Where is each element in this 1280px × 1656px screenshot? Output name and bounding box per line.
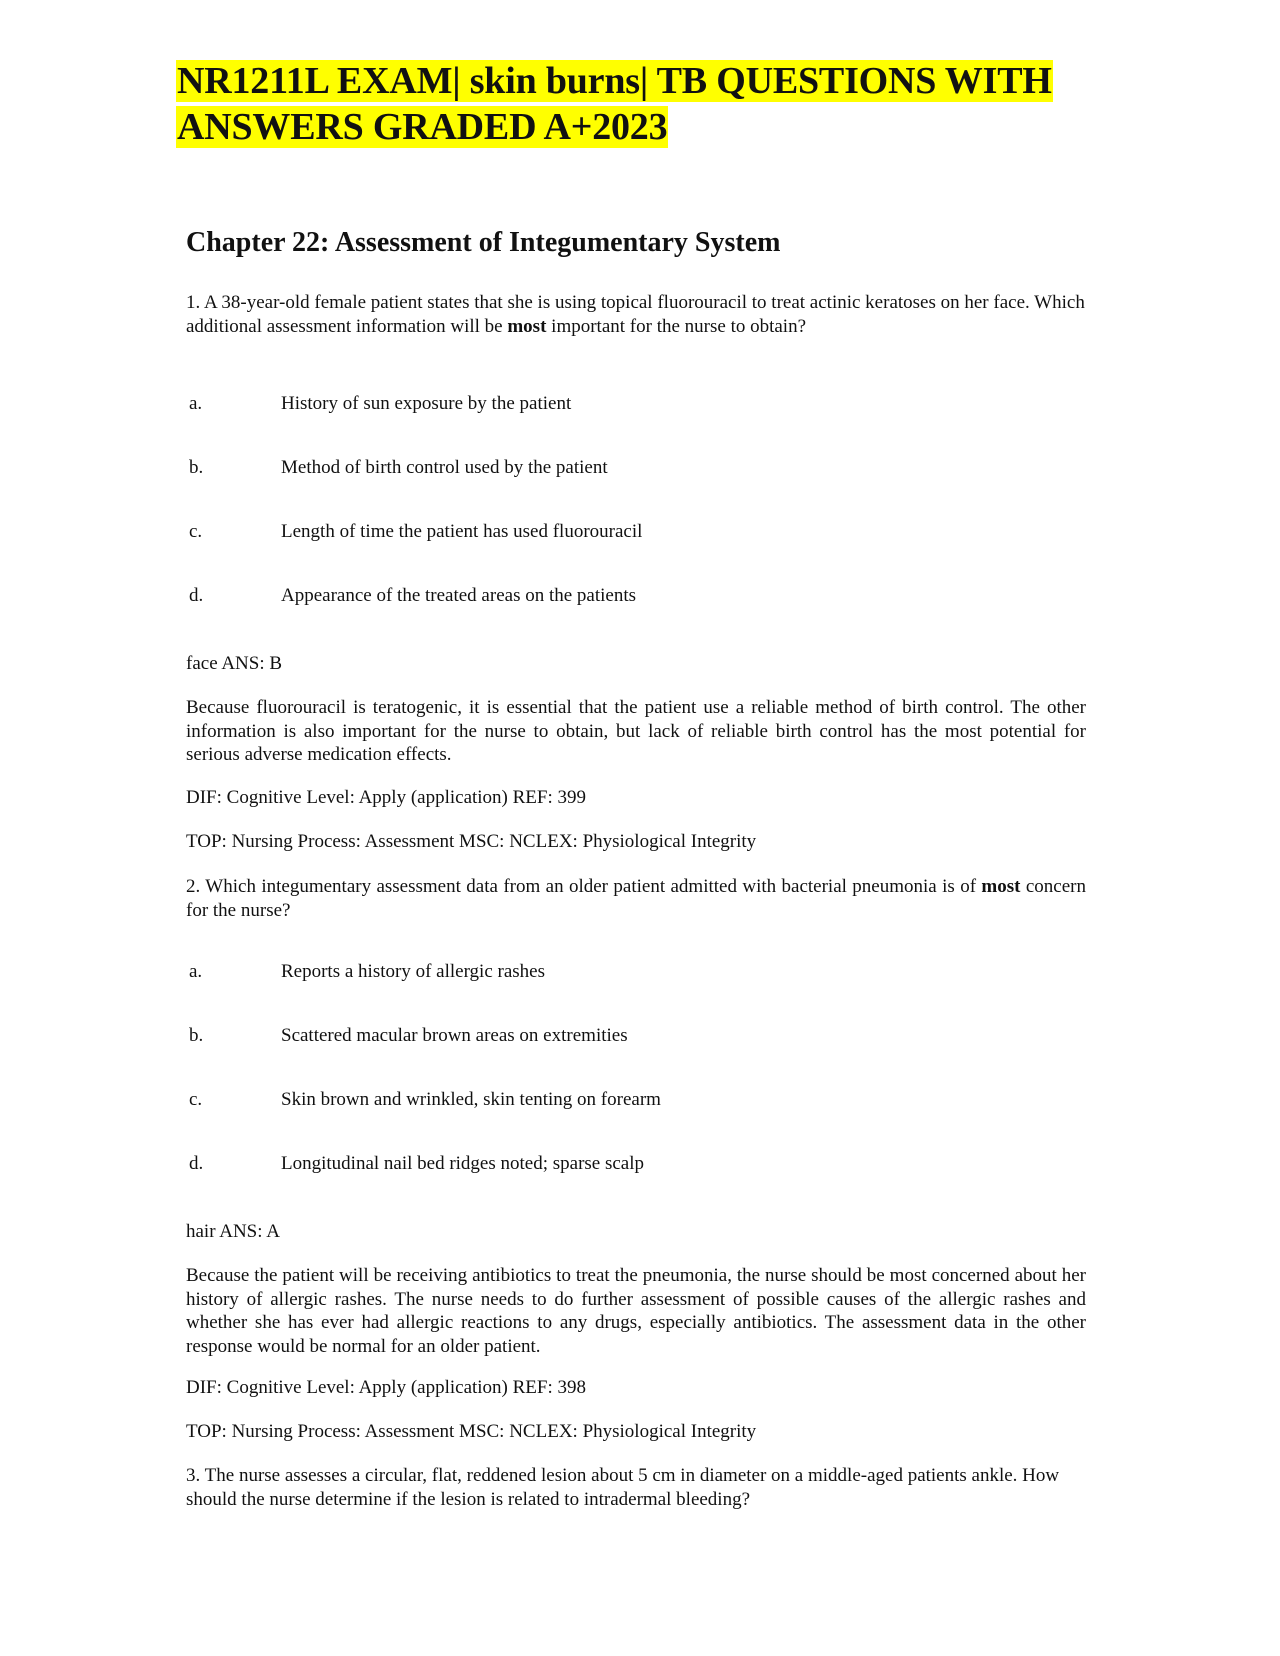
question-1-option-d: Appearance of the treated areas on the patients	[281, 585, 637, 606]
question-2-option-c-letter: c.	[189, 1089, 203, 1110]
question-1-option-d-letter: d.	[189, 585, 204, 606]
question-1-option-c: Length of time the patient has used fluorouracil	[281, 521, 643, 542]
question-2-stem	[186, 875, 1086, 922]
question-1-option-a: History of sun exposure by the patient	[281, 393, 572, 414]
question-2-option-a: Reports a history of allergic rashes	[281, 961, 545, 982]
question-2-option-c: Skin brown and wrinkled, skin tenting on forearm	[281, 1089, 661, 1110]
question-2-option-b: Scattered macular brown areas on extremities	[281, 1025, 628, 1046]
question-2-rationale: Because the patient will be receiving antibiotics to treat the pneumonia, the nurse should be most concerned about her history of allergic rashes. The nurse needs to do further assessment of possible causes of the allergic rashes and whether she has ever had allergic reactions to any drugs, especially antibiotics. The assessment data in the other response would be normal for an older patient.	[186, 1265, 1086, 1357]
question-2-topic: TOP: Nursing Process: Assessment MSC: NCLEX: Physiological Integrity	[186, 1421, 757, 1442]
question-1-stem	[186, 291, 1086, 338]
question-1-difficulty: DIF: Cognitive Level: Apply (application) REF: 399	[186, 787, 587, 808]
question-1-rationale: Because fluorouracil is teratogenic, it is essential that the patient use a reliable method of birth control. The other information is also important for the nurse to obtain, but lack of reliable birth control has the most potential for serious adverse medication effects.	[186, 697, 1086, 765]
question-1-stem-start: 1. A 38-year-old female patient states that she is using topical fluorouracil to treat actinic keratoses on her face. Which additional assessment information will be	[186, 292, 1085, 337]
question-1-answer: face ANS: B	[186, 653, 283, 674]
question-3-stem: 3. The nurse assesses a circular, flat, reddened lesion about 5 cm in diameter on a middle-aged patients ankle. How should the nurse determine if the lesion is related to intradermal bleeding?	[186, 1465, 1060, 1510]
question-1-topic: TOP: Nursing Process: Assessment MSC: NCLEX: Physiological Integrity	[186, 831, 757, 852]
question-2-option-d: Longitudinal nail bed ridges noted; sparse scalp	[281, 1153, 645, 1174]
question-1-stem-end: important for the nurse to obtain?	[546, 315, 807, 337]
question-2-stem-start: 2. Which integumentary assessment data from an older patient admitted with bacterial pneumonia is of	[186, 876, 982, 897]
question-2-answer: hair ANS: A	[186, 1221, 280, 1242]
chapter-heading: Chapter 22: Assessment of Integumentary System	[186, 227, 781, 258]
question-2-option-a-letter: a.	[189, 961, 203, 982]
question-1-option-b-letter: b.	[189, 457, 204, 478]
question-2-difficulty: DIF: Cognitive Level: Apply (application) REF: 398	[186, 1377, 587, 1398]
question-1-option-b: Method of birth control used by the patient	[281, 457, 608, 478]
question-2-option-d-letter: d.	[189, 1153, 204, 1174]
question-1-emphasis: most	[507, 315, 547, 337]
question-1-option-a-letter: a.	[189, 393, 203, 414]
question-2-emphasis: most	[981, 876, 1021, 897]
title-line-1: NR1211L EXAM| skin burns| TB QUESTIONS WITH	[177, 60, 1052, 102]
question-2-option-b-letter: b.	[189, 1025, 204, 1046]
document-title	[176, 58, 1106, 150]
title-line-2: ANSWERS GRADED A+2023	[177, 106, 668, 148]
question-1-option-c-letter: c.	[189, 521, 203, 542]
question-2-stem-end: concern for the nurse?	[186, 876, 1086, 921]
